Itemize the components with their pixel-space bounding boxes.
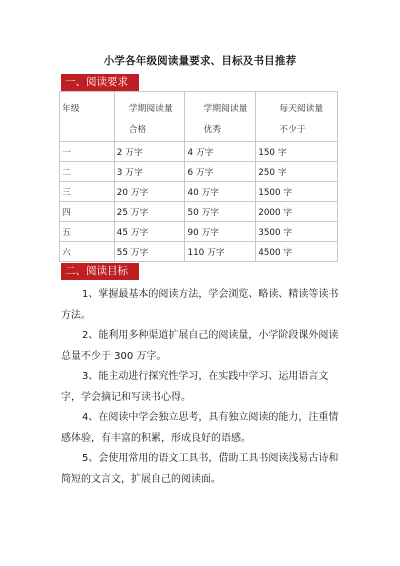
excellent-cell: 4 万字 — [185, 142, 256, 162]
table-row — [60, 182, 338, 202]
excellent-cell: 50 万字 — [185, 202, 256, 222]
goal-paragraph: 1、掌握最基本的阅读方法，学会浏览、略读、精读等读书方法。 — [61, 289, 339, 321]
daily-cell: 4500 字 — [256, 242, 338, 262]
header-daily-minimum: 每天阅读量 不少于 — [256, 92, 338, 142]
daily-cell: 150 字 — [256, 142, 338, 162]
excellent-cell: 6 万字 — [185, 162, 256, 182]
table-header-row — [60, 92, 338, 142]
goal-paragraph: 2、能利用多种渠道扩展自己的阅读量，小学阶段课外阅读总量不少于 300 万字。 — [61, 330, 339, 362]
header-semester-pass: 学期阅读量 合格 — [114, 92, 185, 142]
table-row — [60, 202, 338, 222]
header-semester-excellent: 学期阅读量 优秀 — [185, 92, 256, 142]
table-row — [60, 242, 338, 262]
section-heading-reading-requirements: 一、阅读要求 — [61, 74, 139, 91]
pass-cell: 45 万字 — [114, 222, 185, 242]
grade-cell: 二 — [60, 162, 115, 182]
grade-cell: 五 — [60, 222, 115, 242]
excellent-cell: 110 万字 — [185, 242, 256, 262]
pass-cell: 3 万字 — [114, 162, 185, 182]
reading-requirements-table — [59, 91, 338, 262]
document-title: 小学各年级阅读量要求、目标及书目推荐 — [103, 55, 297, 67]
pass-cell: 2 万字 — [114, 142, 185, 162]
section-heading-reading-goals: 二、阅读目标 — [61, 263, 139, 280]
pass-cell: 25 万字 — [114, 202, 185, 222]
table-row — [60, 142, 338, 162]
goal-paragraph: 3、能主动进行探究性学习，在实践中学习、运用语言文字，学会摘记和写读书心得。 — [61, 371, 329, 403]
excellent-cell: 90 万字 — [185, 222, 256, 242]
grade-cell: 六 — [60, 242, 115, 262]
daily-cell: 3500 字 — [256, 222, 338, 242]
daily-cell: 250 字 — [256, 162, 338, 182]
excellent-cell: 40 万字 — [185, 182, 256, 202]
header-grade: 年级 — [60, 92, 115, 142]
pass-cell: 20 万字 — [114, 182, 185, 202]
table-row — [60, 222, 338, 242]
grade-cell: 三 — [60, 182, 115, 202]
pass-cell: 55 万字 — [114, 242, 185, 262]
grade-cell: 四 — [60, 202, 115, 222]
goal-paragraph: 5、会使用常用的语文工具书，借助工具书阅读浅易古诗和简短的文言文，扩展自己的阅读面。 — [61, 453, 339, 485]
grade-cell: 一 — [60, 142, 115, 162]
daily-cell: 1500 字 — [256, 182, 338, 202]
daily-cell: 2000 字 — [256, 202, 338, 222]
reading-goals-list — [61, 285, 346, 490]
goal-paragraph: 4、在阅读中学会独立思考，具有独立阅读的能力，注重情感体验，有丰富的积累，形成良好的语感。 — [61, 412, 339, 444]
table-row — [60, 162, 338, 182]
